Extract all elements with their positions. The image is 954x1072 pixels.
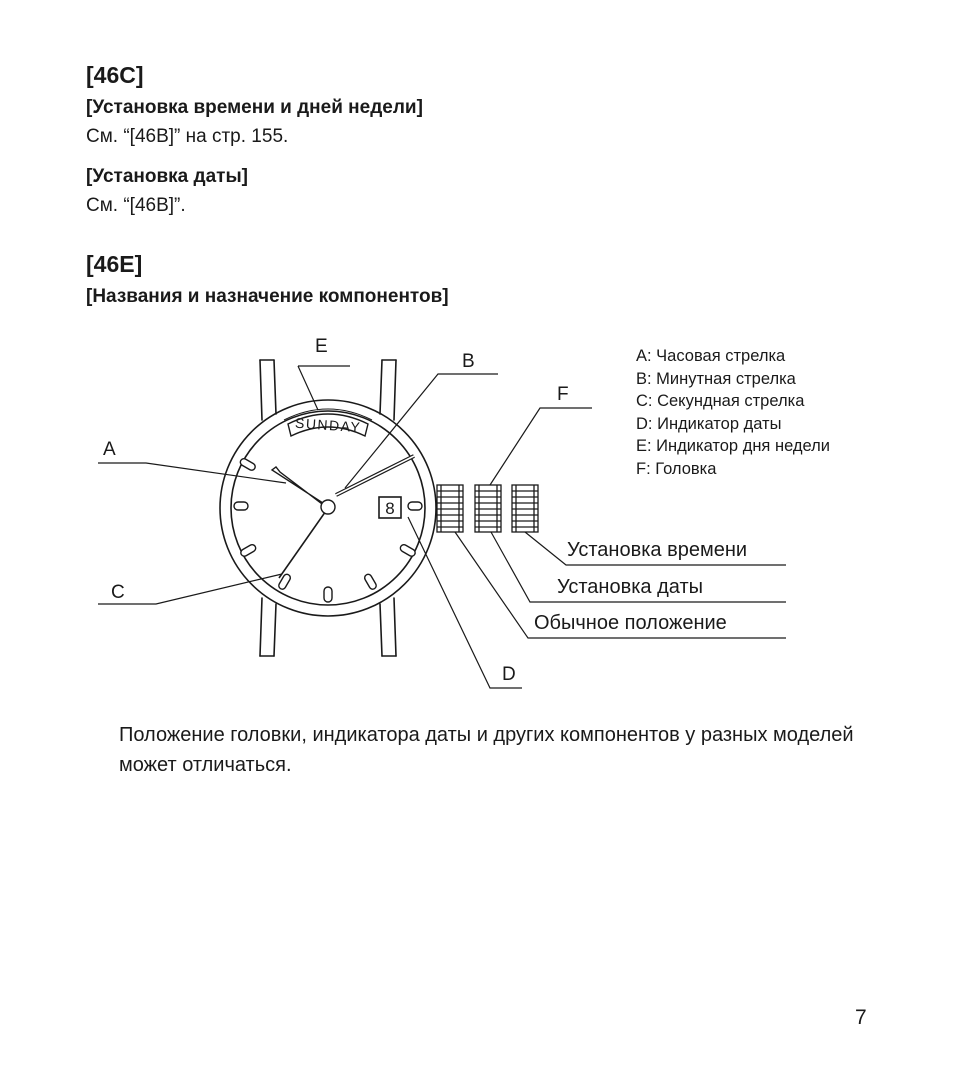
marker-3 — [408, 502, 422, 510]
page-number: 7 — [855, 1006, 867, 1029]
leader-b — [345, 374, 498, 488]
lug-lower-left-inner — [274, 604, 276, 656]
leader-d — [408, 517, 522, 688]
legend-item-b: B: Минутная стрелка — [636, 369, 796, 388]
reference-text-2: См. “[46B]”. — [86, 195, 186, 216]
callout-b: B — [462, 351, 475, 372]
section-heading-46e: [46E] — [86, 251, 143, 277]
reference-text-1: См. “[46B]” на стр. 155. — [86, 126, 289, 147]
lug-upper-left-outer — [260, 360, 262, 420]
leader-c — [98, 574, 282, 604]
lug-upper-left-inner — [274, 360, 276, 414]
lug-lower-right-outer — [394, 598, 396, 656]
lug-upper-right-outer — [394, 360, 396, 420]
legend-item-f: F: Головка — [636, 459, 717, 478]
crown-normal — [437, 485, 463, 532]
crown-label-date: Установка даты — [557, 576, 703, 598]
callout-d: D — [502, 664, 516, 685]
subheading-time-day-setting: [Установка времени и дней недели] — [86, 97, 423, 118]
crown-positions — [437, 485, 538, 532]
legend-item-e: E: Индикатор дня недели — [636, 437, 830, 455]
marker-6 — [324, 587, 332, 602]
lug-upper-right-inner — [380, 360, 382, 414]
callout-e: E — [315, 336, 328, 357]
variation-note: Положение головки, индикатора даты и других компонентов у разных моделей может отличаться. — [119, 724, 854, 776]
legend-item-c: C: Секундная стрелка — [636, 392, 805, 410]
crown-time — [512, 485, 538, 532]
subheading-component-names: [Названия и назначение компонентов] — [86, 286, 449, 307]
subheading-date-setting: [Установка даты] — [86, 166, 248, 187]
crown-label-time: Установка времени — [567, 539, 748, 561]
marker-8 — [240, 543, 257, 557]
crown-date — [475, 485, 501, 532]
crown-label-normal: Обычное положение — [534, 612, 727, 634]
marker-9 — [234, 502, 248, 510]
callout-a: A — [103, 439, 116, 460]
marker-5 — [363, 573, 377, 590]
marker-7 — [278, 573, 292, 590]
legend-item-d: D: Индикатор даты — [636, 414, 782, 433]
center-pin — [321, 500, 335, 514]
callout-f: F — [557, 384, 569, 405]
day-indicator-text: SUNDAY — [294, 414, 362, 436]
section-heading-46c: [46C] — [86, 62, 144, 88]
legend-item-a: A: Часовая стрелка — [636, 347, 786, 365]
marker-4 — [399, 543, 416, 557]
date-digit: 8 — [385, 499, 395, 518]
marker-10 — [239, 457, 256, 471]
component-legend — [636, 345, 830, 480]
lug-lower-right-inner — [380, 604, 382, 656]
lug-lower-left-outer — [260, 598, 262, 656]
leader-a — [98, 463, 286, 483]
leader-f — [490, 408, 592, 485]
callout-c: C — [111, 582, 125, 603]
second-hand — [279, 508, 328, 578]
